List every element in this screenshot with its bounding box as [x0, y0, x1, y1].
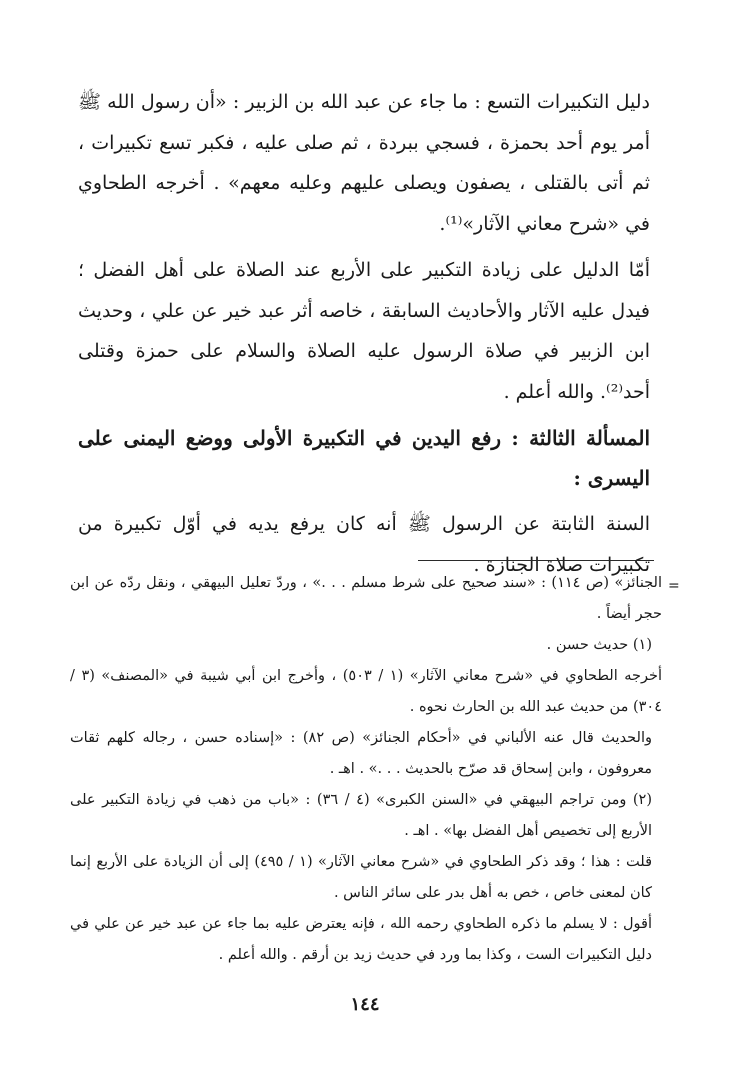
footnote-1-grading: والحديث قال عنه الألباني في «أحكام الجنائز» (ص ٨٢) : «إسناده حسن ، رجاله كلهم ثقات معروفون ، وابن إسحاق قد صرّح بالحديث . . .» . اهـ . [70, 730, 652, 777]
footnote-2-comment: قلت : هذا ؛ وقد ذكر الطحاوي في «شرح معاني الآثار» (١ / ٤٩٥) إلى أن الزيادة على الأربع إنما كان لمعنى خاص ، خص به أهل بدر على سائر الناس . [70, 854, 653, 901]
paragraph-raising-hands: السنة الثابتة عن الرسول ﷺ أنه كان يرفع يديه في أوّل تكبيرة من تكبيرات صلاة الجنازة . [78, 513, 650, 576]
paragraph-extra-takbirs: أمّا الدليل على زيادة التكبير على الأربع عند الصلاة على أهل الفضل ؛ فيدل عليه الآثار والأحاديث السابقة ، خاصه أثر عبد خير عن علي ، وحديث ابن الزبير في صلاة الرسول عليه الصلاة والسلام على حمزة وقتلى أحد⁽²⁾. والله أعلم . [78, 259, 650, 403]
footnote-2: (٢) ومن تراجم البيهقي في «السنن الكبرى» (٤ / ٣٦) : «باب من ذهب في زيادة التكبير على الأربع إلى تخصيص أهل الفضل بها» . اهـ . [70, 792, 653, 839]
section-heading: المسألة الثالثة : رفع اليدين في التكبيرة الأولى ووضع اليمنى على اليسرى : [78, 426, 650, 490]
footnote-2-reply: أقول : لا يسلم ما ذكره الطحاوي رحمه الله ، فإنه يعترض عليه بما جاء عن عبد خير عن علي في دليل التكبيرات الست ، وكذا بما ورد في حديث زيد بن أرقم . والله أعلم . [70, 916, 652, 963]
footnote-continued: الجنائز» (ص ١١٤) : «سند صحيح على شرط مسلم . . .» ، وردّ تعليل البيهقي ، ونقل ردّه عن ابن حجر أيضاً . [70, 575, 662, 622]
paragraph-nine-takbirs: دليل التكبيرات التسع : ما جاء عن عبد الله بن الزبير : «أن رسول الله ﷺ أمر يوم أحد بحمزة ، فسجي ببردة ، ثم صلى عليه ، فكبر تسع تكبيرات ، ثم أتى بالقتلى ، يصفون ويصلى عليهم وعليه معهم» . أخرجه الطحاوي في «شرح معاني الآثار»⁽¹⁾. [78, 91, 650, 235]
footnotes [70, 568, 662, 971]
continuation-mark: = [668, 578, 680, 594]
footnote-1-source: أخرجه الطحاوي في «شرح معاني الآثار» (١ / ٥٠٣) ، وأخرج ابن أبي شيبة في «المصنف» (٣ / ٣٠٤) من حديث عبد الله بن الحارث نحوه . [70, 668, 663, 715]
page-number: ١٤٤ [350, 994, 380, 1015]
main-text [78, 82, 650, 585]
footnote-1-heading: (١) حديث حسن . [546, 637, 652, 653]
footnote-divider [418, 560, 654, 561]
